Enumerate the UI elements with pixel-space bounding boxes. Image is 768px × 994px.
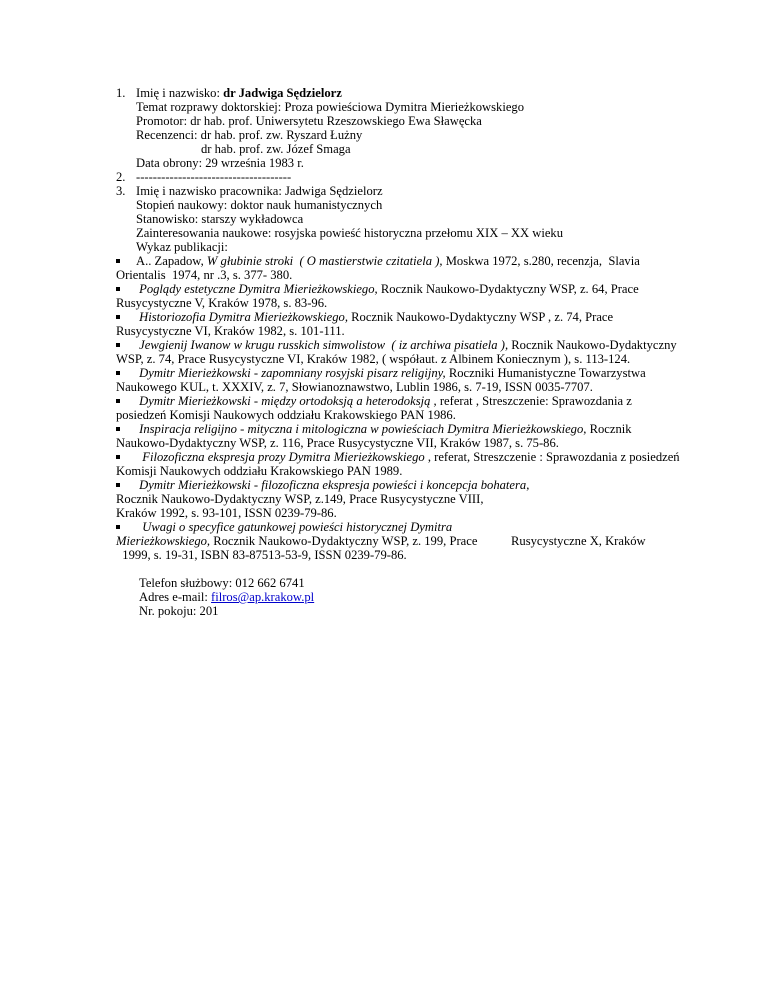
publication-9-cont-2: Kraków 1992, s. 93-101, ISSN 0239-79-86.	[116, 506, 337, 520]
bullet	[116, 427, 120, 431]
list-number-3: 3.	[116, 184, 126, 198]
publication-title: W głubinie stroki ( O mastierstwie czitatiela ),	[206, 254, 443, 268]
promotor-line: Promotor: dr hab. prof. Uniwersytetu Rzeszowskiego Ewa Sławęcka	[136, 114, 482, 128]
reviewers-line-1: Recenzenci: dr hab. prof. zw. Ryszard Łużny	[136, 128, 363, 142]
bullet	[116, 287, 120, 291]
publication-9	[136, 478, 529, 492]
bullet	[116, 371, 120, 375]
publication-8-cont: Komisji Naukowych oddziału Krakowskiego PAN 1989.	[116, 464, 403, 478]
bullet	[116, 455, 120, 459]
publication-10-cont: Mierieżkowskiego, Rocznik Naukowo-Dydaktyczny WSP, z. 199, Prace	[116, 534, 478, 548]
name-label: Imię i nazwisko:	[136, 86, 224, 100]
publication-2: Poglądy estetyczne Dymitra Mierieżkowskiego, Rocznik Naukowo-Dydaktyczny WSP, z. 64, Prace	[136, 282, 639, 296]
name-value: dr Jadwiga Sędzielorz	[223, 86, 342, 100]
bullet	[116, 483, 120, 487]
publication-5: Dymitr Mierieżkowski - zapomniany rosyjski pisarz religijny, Roczniki Humanistyczne Towarzystwa	[136, 366, 646, 380]
email-line	[139, 590, 314, 604]
interests-line: Zainteresowania naukowe: rosyjska powieść historyczna przełomu XIX – XX wieku	[136, 226, 564, 240]
email-link[interactable]: filros@ap.krakow.pl	[211, 590, 315, 604]
email-label: Adres e-mail:	[139, 590, 212, 604]
publication-10-right: Rusycystyczne X, Kraków	[511, 534, 646, 548]
defense-date-line: Data obrony: 29 września 1983 r.	[136, 156, 304, 170]
publication-9-cont: Rocznik Naukowo-Dydaktyczny WSP, z.149, Prace Rusycystyczne VIII,	[116, 492, 484, 506]
publication-7-cont: Naukowo-Dydaktyczny WSP, z. 116, Prace Rusycystyczne VII, Kraków 1987, s. 75-86.	[116, 436, 559, 450]
publication-title: Inspiracja religijno - mityczna i mitologiczna w powieściach Dymitra Mierieżkowskiego	[136, 422, 584, 436]
publication-10	[136, 520, 452, 534]
degree-line: Stopień naukowy: doktor nauk humanistycznych	[136, 198, 383, 212]
dashes-line: -------------------------------------	[136, 170, 292, 184]
publication-4-cont: WSP, z. 74, Prace Rusycystyczne VI, Kraków 1982, ( współaut. z Albinem Koniecznym ), s. 113-124.	[116, 352, 631, 366]
publication-6-cont: posiedzeń Komisji Naukowych oddziału Krakowskiego PAN 1986.	[116, 408, 456, 422]
publication-title: Filozoficzna ekspresja prozy Dymitra Mierieżkowskiego	[136, 450, 425, 464]
publication-title: Poglądy estetyczne Dymitra Mierieżkowskiego,	[136, 282, 378, 296]
bullet	[116, 343, 120, 347]
publication-6: Dymitr Mierieżkowski - między ortodoksją a heterodoksją , referat , Streszczenie: Sprawozdania z	[136, 394, 632, 408]
publication-7: Inspiracja religijno - mityczna i mitologiczna w powieściach Dymitra Mierieżkowskiego, Rocznik	[136, 422, 632, 436]
publication-4: Jewgienij Iwanow w krugu russkich simwolistow ( iz archiwa pisatiela ), Rocznik Naukowo-Dydaktyczny	[136, 338, 677, 352]
employee-line: Imię i nazwisko pracownika: Jadwiga Sędzielorz	[136, 184, 383, 198]
publication-5-cont: Naukowego KUL, t. XXXIV, z. 7, Słowianoznawstwo, Lublin 1986, s. 7-19, ISSN 0035-7707.	[116, 380, 593, 394]
bullet	[116, 315, 120, 319]
bullet	[116, 399, 120, 403]
publication-10-cont-2: 1999, s. 19-31, ISBN 83-87513-53-9, ISSN 0239-79-86.	[116, 548, 407, 562]
publication-3-cont: Rusycystyczne VI, Kraków 1982, s. 101-111.	[116, 324, 345, 338]
bullet	[116, 259, 120, 263]
publication-title: Historiozofia Dymitra Mierieżkowskiego,	[136, 310, 348, 324]
list-number-2: 2.	[116, 170, 126, 184]
bullet	[116, 525, 120, 529]
position-line: Stanowisko: starszy wykładowca	[136, 212, 304, 226]
reviewers-line-2: dr hab. prof. zw. Józef Smaga	[201, 142, 351, 156]
publication-title: Dymitr Mierieżkowski - filozoficzna ekspresja powieści i koncepcja bohatera,	[136, 478, 530, 492]
publication-2-cont: Rusycystyczne V, Kraków 1978, s. 83-96.	[116, 296, 328, 310]
publication-8: Filozoficzna ekspresja prozy Dymitra Mierieżkowskiego , referat, Streszczenie : Sprawozdania z posiedzeń	[136, 450, 680, 464]
name-line	[136, 86, 342, 100]
publication-1: A.. Zapadow, W głubinie stroki ( O mastierstwie czitatiela ), Moskwa 1972, s.280, recenzja, Slavia	[136, 254, 640, 268]
thesis-line: Temat rozprawy doktorskiej: Proza powieściowa Dymitra Mierieżkowskiego	[136, 100, 525, 114]
publication-title: Jewgienij Iwanow w krugu russkich simwolistow ( iz archiwa pisatiela ),	[136, 338, 509, 352]
publication-title: Dymitr Mierieżkowski - między ortodoksją a heterodoksją ,	[136, 394, 437, 408]
publications-label: Wykaz publikacji:	[136, 240, 228, 254]
phone-line: Telefon służbowy: 012 662 6741	[139, 576, 305, 590]
publication-3: Historiozofia Dymitra Mierieżkowskiego, Rocznik Naukowo-Dydaktyczny WSP , z. 74, Prace	[136, 310, 614, 324]
list-number-1: 1.	[116, 86, 126, 100]
room-line: Nr. pokoju: 201	[139, 604, 219, 618]
publication-1-cont: Orientalis 1974, nr .3, s. 377- 380.	[116, 268, 293, 282]
publication-title: Dymitr Mierieżkowski - zapomniany rosyjski pisarz religijny,	[136, 366, 446, 380]
publication-title: Uwagi o specyfice gatunkowej powieści historycznej Dymitra	[136, 520, 453, 534]
